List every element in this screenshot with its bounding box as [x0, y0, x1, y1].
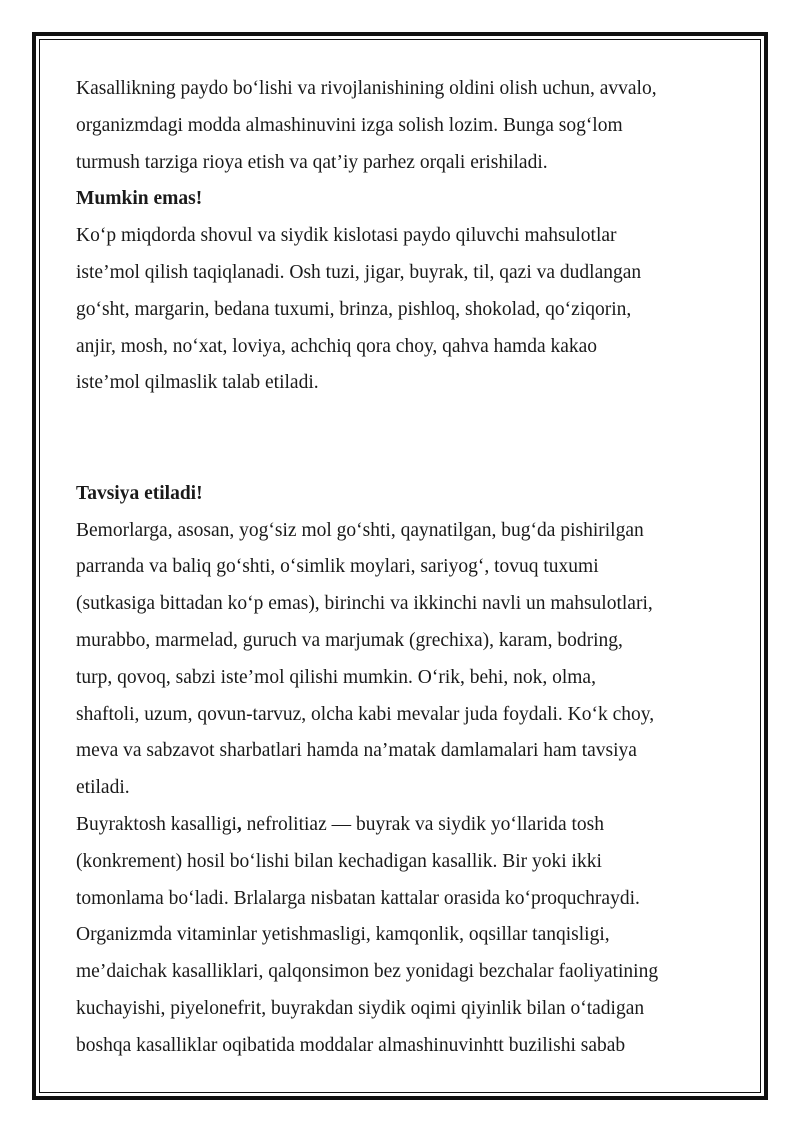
- kidney-term: Buyraktosh kasalligi: [76, 813, 237, 835]
- text-line: go‘sht, margarin, bedana tuxumi, brinza, pishloq, shokolad, qo‘ziqorin,: [76, 298, 632, 320]
- text-line: Bemorlarga, asosan, yog‘siz mol go‘shti, qaynatilgan, bug‘da pishirilgan: [76, 519, 644, 541]
- intro-paragraph: [76, 71, 736, 181]
- text-line: parranda va baliq go‘shti, o‘simlik moylari, sariyog‘, tovuq tuxumi: [76, 556, 599, 578]
- text-line: turp, qovoq, sabzi iste’mol qilishi mumkin. O‘rik, behi, nok, olma,: [76, 666, 596, 688]
- blank-space: [76, 402, 736, 476]
- text-line: (sutkasiga bittadan ko‘p emas), birinchi va ikkinchi navli un mahsulotlari,: [76, 593, 653, 615]
- kidney-comma: ,: [236, 813, 242, 835]
- text-line: tomonlama bo‘ladi. Brlalarga nisbatan kattalar orasida ko‘proquchraydi.: [76, 887, 640, 909]
- text-line: iste’mol qilmaslik talab etiladi.: [76, 372, 319, 394]
- text-line: kuchayishi, piyelonefrit, buyrakdan siydik oqimi qiyinlik bilan o‘tadigan: [76, 997, 645, 1019]
- text-line: anjir, mosh, no‘xat, loviya, achchiq qora choy, qahva hamda kakao: [76, 335, 598, 357]
- text-line: Kasallikning paydo bo‘lishi va rivojlanishining oldini olish uchun, avvalo,: [76, 78, 657, 99]
- text-line: iste’mol qilish taqiqlanadi. Osh tuzi, jigar, buyrak, til, qazi va dudlangan: [76, 261, 642, 283]
- text-line: organizmdagi modda almashinuvini izga solish lozim. Bunga sog‘lom: [76, 114, 623, 136]
- text-line: turmush tarziga rioya etish va qat’iy parhez orqali erishiladi.: [76, 151, 548, 173]
- heading-forbidden: Mumkin emas!: [76, 188, 203, 210]
- text-line: [76, 807, 736, 844]
- text-line: boshqa kasalliklar oqibatida moddalar almashinuvinhtt buzilishi sabab: [76, 1034, 626, 1056]
- text-line: Organizmda vitaminlar yetishmasligi, kamqonlik, oqsillar tanqisligi,: [76, 924, 610, 946]
- heading-recommended: Tavsiya etiladi!: [76, 482, 203, 504]
- text-line: murabbo, marmelad, guruch va marjumak (grechixa), karam, bodring,: [76, 629, 623, 651]
- recommended-paragraph: [76, 513, 736, 807]
- document-body: [76, 71, 736, 1065]
- text-line: meva va sabzavot sharbatlari hamda na’matak damlamalari ham tavsiya: [76, 740, 637, 762]
- text-line: me’daichak kasalliklari, qalqonsimon bez yonidagi bezchalar faoliyatining: [76, 961, 659, 983]
- text-line: (konkrement) hosil bo‘lishi bilan kechadigan kasallik. Bir yoki ikki: [76, 850, 602, 872]
- text-line: etiladi.: [76, 777, 130, 799]
- text-line: shaftoli, uzum, qovun-tarvuz, olcha kabi mevalar juda foydali. Ko‘k choy,: [76, 703, 655, 725]
- kidney-stone-paragraph: [76, 807, 736, 1065]
- kidney-definition: nefrolitiaz — buyrak va siydik yo‘llarida tosh: [241, 813, 605, 835]
- text-line: Ko‘p miqdorda shovul va siydik kislotasi paydo qiluvchi mahsulotlar: [76, 225, 617, 247]
- forbidden-paragraph: [76, 218, 736, 402]
